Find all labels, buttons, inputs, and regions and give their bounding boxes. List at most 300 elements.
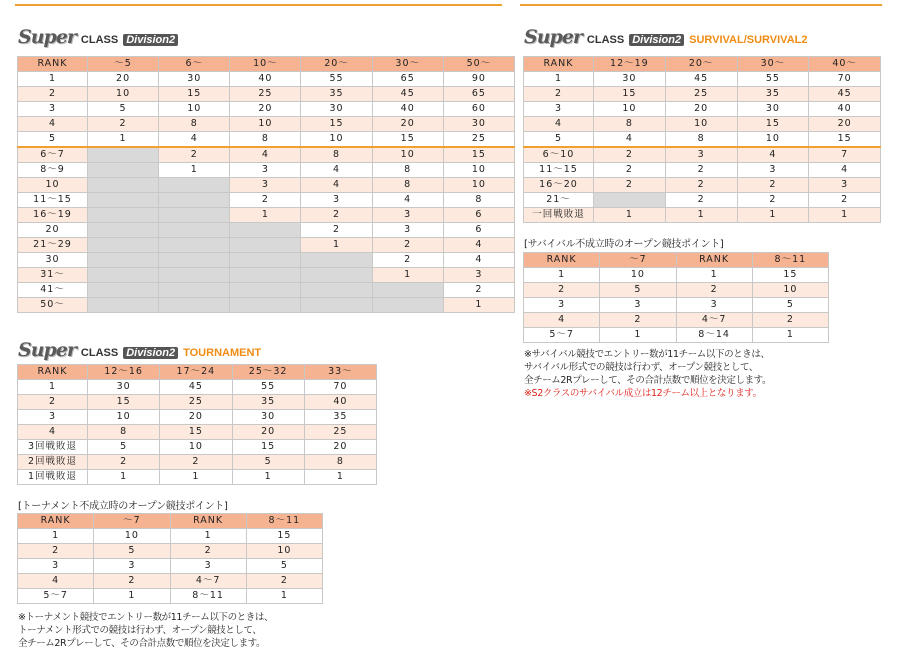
- note-line: 全チーム2Rプレーして、その合計点数で順位を決定します。: [18, 638, 266, 649]
- points-cell: 8: [443, 193, 514, 208]
- points-cell: 5: [246, 559, 322, 574]
- points-cell: 1: [737, 208, 809, 223]
- points-cell: 2: [737, 193, 809, 208]
- table-row: [18, 223, 515, 238]
- table-row: [524, 147, 881, 163]
- points-cell: 1: [88, 132, 159, 148]
- points-cell: 4～7: [676, 313, 752, 328]
- points-cell: 30: [159, 72, 230, 87]
- points-cell: 40: [809, 102, 881, 117]
- points-cell: 2: [737, 178, 809, 193]
- points-cell: 25: [304, 425, 376, 440]
- column-header: 40～: [809, 57, 881, 72]
- main-section-title: [18, 26, 183, 48]
- table-row: [18, 87, 515, 102]
- points-cell: 6: [443, 223, 514, 238]
- points-cell: 25: [230, 87, 301, 102]
- rank-cell: 16～20: [524, 178, 594, 193]
- top-rule-right: [520, 4, 882, 6]
- empty-cell: [159, 253, 230, 268]
- rank-cell: 21～29: [18, 238, 88, 253]
- rank-cell: 1: [18, 529, 94, 544]
- points-cell: 8: [594, 117, 666, 132]
- column-header: 8～11: [246, 514, 322, 529]
- points-cell: 8: [304, 455, 376, 470]
- table-row: [18, 253, 515, 268]
- note-line: ※サバイバル競技でエントリー数が11チーム以下のときは、: [524, 349, 770, 360]
- points-cell: 1: [246, 589, 322, 604]
- empty-cell: [301, 253, 372, 268]
- points-cell: 20: [809, 117, 881, 132]
- table-row: [18, 193, 515, 208]
- rank-cell: 2: [18, 544, 94, 559]
- points-cell: 35: [737, 87, 809, 102]
- points-cell: 1: [170, 529, 246, 544]
- points-cell: 8: [88, 425, 160, 440]
- points-cell: 1: [159, 163, 230, 178]
- empty-cell: [230, 223, 301, 238]
- column-header: 17～24: [160, 365, 232, 380]
- points-cell: 20: [232, 425, 304, 440]
- points-cell: 5: [752, 298, 828, 313]
- column-header: RANK: [18, 514, 94, 529]
- points-cell: 15: [246, 529, 322, 544]
- points-cell: 35: [232, 395, 304, 410]
- points-cell: 2: [665, 193, 737, 208]
- division-badge: Division2: [123, 347, 178, 359]
- points-cell: 40: [230, 72, 301, 87]
- points-cell: 1: [88, 470, 160, 485]
- points-cell: 35: [304, 410, 376, 425]
- note-line: 全チーム2Rプレーして、その合計点数で順位を決定します。: [524, 375, 772, 386]
- table-row: [524, 298, 829, 313]
- table-row: [524, 163, 881, 178]
- table-row: [18, 178, 515, 193]
- rank-cell: 20: [18, 223, 88, 238]
- rank-cell: 8～9: [18, 163, 88, 178]
- points-cell: 60: [443, 102, 514, 117]
- empty-cell: [230, 238, 301, 253]
- points-cell: 25: [443, 132, 514, 148]
- survival-section-title: [524, 26, 808, 48]
- points-cell: 3: [230, 163, 301, 178]
- points-cell: 10: [246, 544, 322, 559]
- points-cell: 70: [809, 72, 881, 87]
- points-cell: 6: [443, 208, 514, 223]
- points-cell: 4～7: [170, 574, 246, 589]
- points-cell: 3: [809, 178, 881, 193]
- points-cell: 10: [88, 87, 159, 102]
- empty-cell: [88, 238, 159, 253]
- points-cell: 4: [443, 238, 514, 253]
- points-cell: 1: [665, 208, 737, 223]
- rank-cell: 4: [18, 574, 94, 589]
- points-cell: 8: [159, 117, 230, 132]
- points-cell: 2: [246, 574, 322, 589]
- points-cell: 10: [752, 283, 828, 298]
- column-header: 33～: [304, 365, 376, 380]
- points-cell: 10: [159, 102, 230, 117]
- empty-cell: [159, 178, 230, 193]
- rank-cell: 6～7: [18, 147, 88, 163]
- points-cell: 5: [232, 455, 304, 470]
- points-cell: 30: [594, 72, 666, 87]
- rank-cell: 5: [18, 132, 88, 148]
- column-header: RANK: [18, 57, 88, 72]
- points-cell: 10: [594, 102, 666, 117]
- table-row: [524, 102, 881, 117]
- points-cell: 1: [809, 208, 881, 223]
- points-cell: 3: [737, 163, 809, 178]
- column-header: 30～: [737, 57, 809, 72]
- tournament-open-points-table: [17, 513, 323, 604]
- points-cell: 30: [301, 102, 372, 117]
- rank-cell: 3: [18, 410, 88, 425]
- rank-cell: 2: [524, 87, 594, 102]
- points-cell: 10: [94, 529, 170, 544]
- points-cell: 15: [301, 117, 372, 132]
- points-cell: 10: [443, 178, 514, 193]
- points-cell: 35: [301, 87, 372, 102]
- column-header: ～7: [94, 514, 170, 529]
- table-row: [524, 328, 829, 343]
- points-cell: 15: [88, 395, 160, 410]
- points-cell: 10: [600, 268, 676, 283]
- empty-cell: [88, 163, 159, 178]
- rank-cell: 1: [18, 380, 88, 395]
- rank-cell: 50～: [18, 298, 88, 313]
- table-row: [18, 559, 323, 574]
- points-cell: 2: [160, 455, 232, 470]
- table-row: [18, 574, 323, 589]
- table-header-row: [18, 514, 323, 529]
- survival-points-table: [523, 56, 881, 223]
- points-cell: 4: [594, 132, 666, 148]
- points-cell: 8: [230, 132, 301, 148]
- rank-cell: 3: [524, 102, 594, 117]
- points-cell: 3: [94, 559, 170, 574]
- points-cell: 20: [372, 117, 443, 132]
- super-logo: Super: [18, 339, 76, 361]
- points-cell: 20: [665, 102, 737, 117]
- empty-cell: [88, 253, 159, 268]
- points-cell: 5: [88, 102, 159, 117]
- points-cell: 2: [443, 283, 514, 298]
- table-row: [18, 117, 515, 132]
- points-cell: 20: [230, 102, 301, 117]
- points-cell: 1: [301, 238, 372, 253]
- empty-cell: [301, 283, 372, 298]
- table-row: [18, 380, 377, 395]
- points-cell: 3: [301, 193, 372, 208]
- points-cell: 2: [600, 313, 676, 328]
- empty-cell: [159, 298, 230, 313]
- points-cell: 8: [372, 178, 443, 193]
- empty-cell: [594, 193, 666, 208]
- table-row: [18, 283, 515, 298]
- table-row: [18, 470, 377, 485]
- points-cell: 1: [600, 328, 676, 343]
- rank-cell: 11～15: [18, 193, 88, 208]
- column-header: 10～: [230, 57, 301, 72]
- table-row: [18, 425, 377, 440]
- points-cell: 3: [170, 559, 246, 574]
- points-cell: 3: [665, 147, 737, 163]
- rank-cell: 16～19: [18, 208, 88, 223]
- points-cell: 8: [372, 163, 443, 178]
- points-cell: 4: [230, 147, 301, 163]
- column-header: RANK: [676, 253, 752, 268]
- table-row: [18, 410, 377, 425]
- points-cell: 2: [594, 178, 666, 193]
- points-cell: 5: [88, 440, 160, 455]
- tournament-open-title: [トーナメント不成立時のオープン競技ポイント]: [18, 501, 228, 512]
- points-cell: 4: [372, 193, 443, 208]
- empty-cell: [88, 298, 159, 313]
- table-row: [524, 72, 881, 87]
- points-cell: 55: [737, 72, 809, 87]
- points-cell: 15: [752, 268, 828, 283]
- column-header: 12～16: [88, 365, 160, 380]
- points-cell: 20: [160, 410, 232, 425]
- points-cell: 5: [94, 544, 170, 559]
- points-cell: 2: [665, 178, 737, 193]
- rank-cell: 5～7: [524, 328, 600, 343]
- points-cell: 7: [809, 147, 881, 163]
- rank-cell: 1回戦敗退: [18, 470, 88, 485]
- survival-label: SURVIVAL/SURVIVAL2: [689, 34, 808, 46]
- rank-cell: 2回戦敗退: [18, 455, 88, 470]
- points-cell: 65: [372, 72, 443, 87]
- points-cell: 2: [372, 253, 443, 268]
- points-cell: 55: [301, 72, 372, 87]
- points-cell: 8: [665, 132, 737, 148]
- note-line: ※トーナメント競技でエントリー数が11チーム以下のときは、: [18, 612, 274, 623]
- empty-cell: [159, 208, 230, 223]
- table-row: [524, 283, 829, 298]
- points-cell: 45: [665, 72, 737, 87]
- empty-cell: [159, 193, 230, 208]
- table-row: [18, 132, 515, 148]
- empty-cell: [372, 298, 443, 313]
- empty-cell: [88, 223, 159, 238]
- points-cell: 15: [809, 132, 881, 148]
- points-cell: 65: [443, 87, 514, 102]
- rank-cell: 4: [18, 117, 88, 132]
- table-row: [18, 208, 515, 223]
- column-header: RANK: [18, 365, 88, 380]
- table-row: [18, 298, 515, 313]
- points-cell: 45: [372, 87, 443, 102]
- points-cell: 70: [304, 380, 376, 395]
- points-cell: 2: [594, 147, 666, 163]
- points-cell: 3: [372, 208, 443, 223]
- points-cell: 1: [230, 208, 301, 223]
- points-cell: 90: [443, 72, 514, 87]
- points-cell: 55: [232, 380, 304, 395]
- empty-cell: [88, 147, 159, 163]
- points-cell: 2: [88, 455, 160, 470]
- points-cell: 45: [809, 87, 881, 102]
- points-cell: 40: [304, 395, 376, 410]
- division-badge: Division2: [629, 34, 684, 46]
- points-cell: 2: [159, 147, 230, 163]
- table-row: [18, 268, 515, 283]
- points-cell: 2: [94, 574, 170, 589]
- column-header: ～7: [600, 253, 676, 268]
- rank-cell: 一回戦敗退: [524, 208, 594, 223]
- column-header: RANK: [524, 253, 600, 268]
- rank-cell: 3回戦敗退: [18, 440, 88, 455]
- empty-cell: [88, 283, 159, 298]
- points-cell: 3: [372, 223, 443, 238]
- note-line: トーナメント形式での競技は行わず、オープン競技として、: [18, 625, 262, 636]
- points-cell: 15: [443, 147, 514, 163]
- points-cell: 8～14: [676, 328, 752, 343]
- points-cell: 3: [600, 298, 676, 313]
- points-cell: 15: [159, 87, 230, 102]
- class-label: CLASS: [80, 347, 119, 359]
- rank-cell: 2: [524, 283, 600, 298]
- table-row: [524, 117, 881, 132]
- division-badge: Division2: [123, 34, 178, 46]
- column-header: 20～: [665, 57, 737, 72]
- empty-cell: [230, 283, 301, 298]
- points-cell: 2: [230, 193, 301, 208]
- table-row: [524, 208, 881, 223]
- points-cell: 30: [88, 380, 160, 395]
- rank-cell: 4: [18, 425, 88, 440]
- empty-cell: [159, 268, 230, 283]
- table-row: [18, 163, 515, 178]
- column-header: 25～32: [232, 365, 304, 380]
- points-cell: 2: [809, 193, 881, 208]
- points-cell: 2: [752, 313, 828, 328]
- points-cell: 10: [301, 132, 372, 148]
- points-cell: 15: [737, 117, 809, 132]
- points-cell: 1: [94, 589, 170, 604]
- points-cell: 5: [600, 283, 676, 298]
- points-cell: 10: [88, 410, 160, 425]
- table-row: [18, 72, 515, 87]
- tournament-points-table: [17, 364, 377, 485]
- points-cell: 8～11: [170, 589, 246, 604]
- points-cell: 1: [304, 470, 376, 485]
- rank-cell: 2: [18, 395, 88, 410]
- table-row: [18, 455, 377, 470]
- empty-cell: [88, 178, 159, 193]
- column-header: 30～: [372, 57, 443, 72]
- rank-cell: 11～15: [524, 163, 594, 178]
- survival-open-title: [サバイバル不成立時のオープン競技ポイント]: [524, 239, 724, 250]
- rank-cell: 31～: [18, 268, 88, 283]
- super-logo: Super: [524, 26, 582, 48]
- points-cell: 20: [304, 440, 376, 455]
- points-cell: 10: [737, 132, 809, 148]
- rank-cell: 3: [18, 102, 88, 117]
- top-rule-left: [15, 4, 502, 6]
- points-cell: 20: [88, 72, 159, 87]
- table-row: [18, 102, 515, 117]
- column-header: 6～: [159, 57, 230, 72]
- column-header: 50～: [443, 57, 514, 72]
- empty-cell: [230, 298, 301, 313]
- rank-cell: 4: [524, 313, 600, 328]
- rank-cell: 21～: [524, 193, 594, 208]
- points-cell: 4: [301, 163, 372, 178]
- super-logo: Super: [18, 26, 76, 48]
- tournament-section-title: [18, 339, 261, 361]
- empty-cell: [159, 238, 230, 253]
- rank-cell: 1: [524, 268, 600, 283]
- tournament-notes: [18, 611, 348, 650]
- points-cell: 2: [170, 544, 246, 559]
- empty-cell: [159, 223, 230, 238]
- column-header: RANK: [170, 514, 246, 529]
- table-row: [18, 440, 377, 455]
- points-cell: 1: [752, 328, 828, 343]
- points-cell: 4: [301, 178, 372, 193]
- points-cell: 10: [160, 440, 232, 455]
- rank-cell: 1: [18, 72, 88, 87]
- points-cell: 30: [443, 117, 514, 132]
- points-cell: 1: [372, 268, 443, 283]
- table-header-row: [18, 365, 377, 380]
- points-cell: 2: [372, 238, 443, 253]
- points-cell: 45: [160, 380, 232, 395]
- points-cell: 4: [159, 132, 230, 148]
- points-cell: 25: [665, 87, 737, 102]
- empty-cell: [301, 298, 372, 313]
- class-label: CLASS: [80, 34, 119, 46]
- rank-cell: 6～10: [524, 147, 594, 163]
- empty-cell: [88, 208, 159, 223]
- column-header: 20～: [301, 57, 372, 72]
- empty-cell: [230, 268, 301, 283]
- table-row: [18, 544, 323, 559]
- empty-cell: [301, 268, 372, 283]
- points-cell: 1: [160, 470, 232, 485]
- points-cell: 10: [372, 147, 443, 163]
- empty-cell: [88, 268, 159, 283]
- points-cell: 2: [665, 163, 737, 178]
- table-row: [524, 178, 881, 193]
- points-cell: 30: [737, 102, 809, 117]
- empty-cell: [88, 193, 159, 208]
- points-cell: 1: [232, 470, 304, 485]
- table-header-row: [18, 57, 515, 72]
- points-cell: 40: [372, 102, 443, 117]
- points-cell: 4: [443, 253, 514, 268]
- rank-cell: 5: [524, 132, 594, 148]
- points-cell: 3: [676, 298, 752, 313]
- column-header: 12～19: [594, 57, 666, 72]
- points-cell: 1: [676, 268, 752, 283]
- empty-cell: [230, 253, 301, 268]
- table-row: [524, 132, 881, 148]
- column-header: 8～11: [752, 253, 828, 268]
- points-cell: 15: [232, 440, 304, 455]
- points-cell: 4: [737, 147, 809, 163]
- survival-notes: [524, 348, 894, 400]
- rank-cell: 3: [524, 298, 600, 313]
- class-label: CLASS: [586, 34, 625, 46]
- empty-cell: [372, 283, 443, 298]
- points-cell: 10: [230, 117, 301, 132]
- table-row: [18, 238, 515, 253]
- points-cell: 2: [676, 283, 752, 298]
- note-line: サバイバル形式での競技は行わず、オープン競技として、: [524, 362, 759, 373]
